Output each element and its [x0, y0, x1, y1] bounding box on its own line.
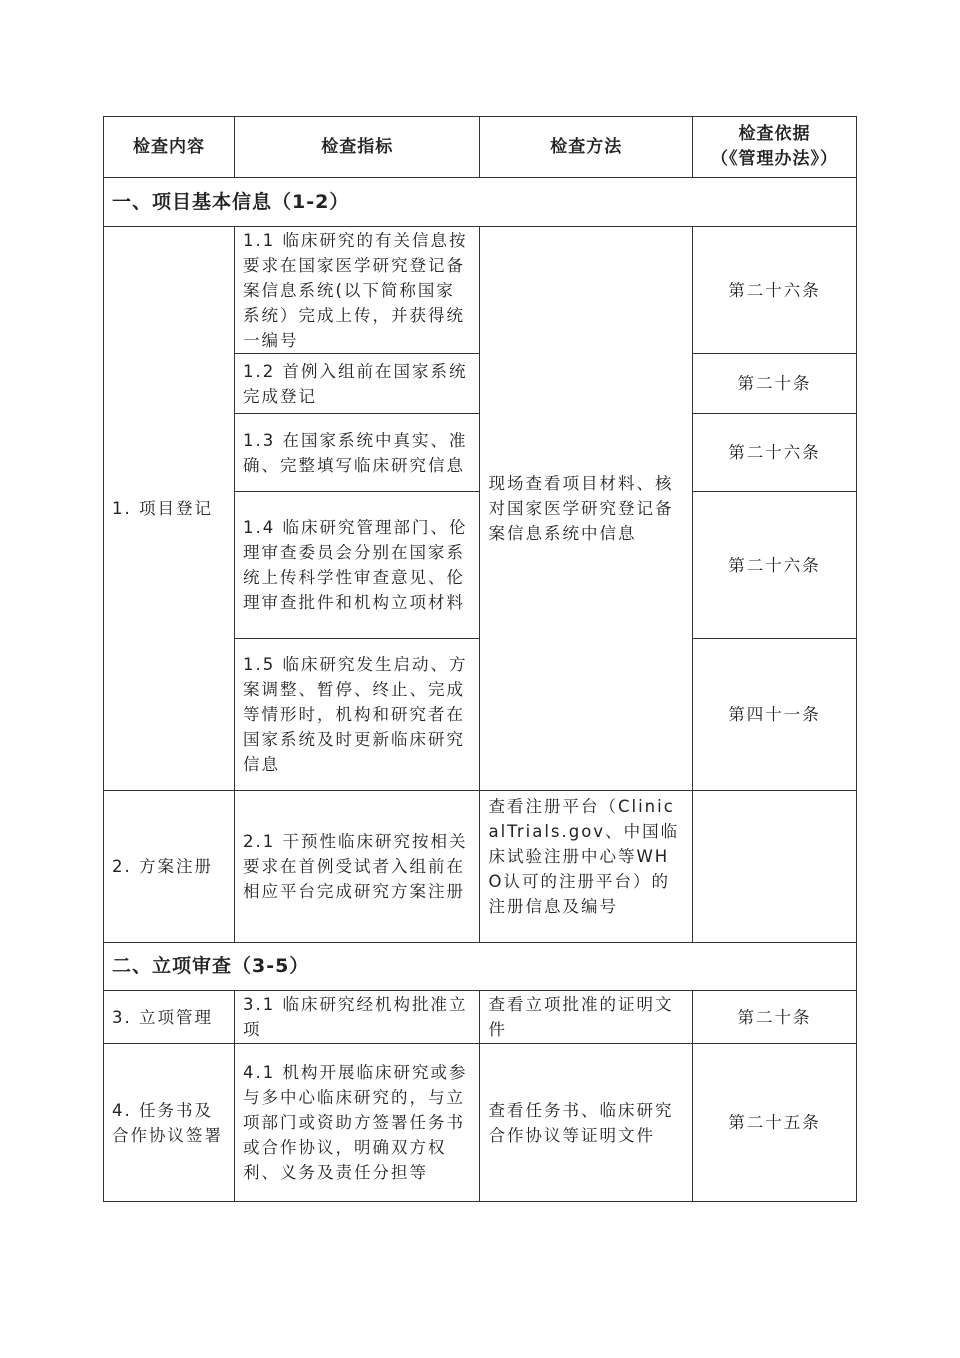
indicator-cell: 3.1 临床研究经机构批准立项 [235, 991, 480, 1044]
header-row [104, 117, 857, 178]
method-cell: 查看注册平台（ClinicalTrials.gov、中国临床试验注册中心等WHO认可的注册平台）的注册信息及编号 [480, 791, 692, 943]
section-row [104, 943, 857, 991]
indicator-cell: 1.3 在国家系统中真实、准确、完整填写临床研究信息 [235, 414, 480, 492]
basis-cell: 第二十六条 [692, 492, 856, 639]
header-basis-line1: 检查依据 [738, 124, 811, 144]
header-content: 检查内容 [104, 117, 235, 178]
basis-cell: 第二十条 [692, 354, 856, 414]
section-title: 二、立项审查（3-5） [104, 943, 857, 991]
indicator-cell: 4.1 机构开展临床研究或参与多中心临床研究的，与立项部门或资助方签署任务书或合作协议，明确双方权利、义务及责任分担等 [235, 1044, 480, 1202]
basis-cell: 第二十五条 [692, 1044, 856, 1202]
section-row [104, 178, 857, 227]
header-basis-line2: （《管理办法》） [710, 149, 838, 169]
indicator-cell: 1.2 首例入组前在国家系统完成登记 [235, 354, 480, 414]
method-cell: 查看任务书、临床研究合作协议等证明文件 [480, 1044, 692, 1202]
header-indicator: 检查指标 [235, 117, 480, 178]
indicator-cell: 1.5 临床研究发生启动、方案调整、暂停、终止、完成等情形时，机构和研究者在国家系统及时更新临床研究信息 [235, 639, 480, 791]
basis-cell: 第四十一条 [692, 639, 856, 791]
content-cell: 2. 方案注册 [104, 791, 235, 943]
basis-cell: 第二十六条 [692, 227, 856, 354]
table-row [104, 991, 857, 1044]
table-row [104, 227, 857, 354]
basis-cell: 第二十六条 [692, 414, 856, 492]
method-cell: 查看立项批准的证明文件 [480, 991, 692, 1044]
method-cell: 现场查看项目材料、核对国家医学研究登记备案信息系统中信息 [480, 227, 692, 791]
basis-cell: 第二十条 [692, 991, 856, 1044]
header-basis [692, 117, 856, 178]
inspection-table [103, 116, 857, 1202]
indicator-cell: 1.1 临床研究的有关信息按要求在国家医学研究登记备案信息系统(以下简称国家系统）完成上传，并获得统一编号 [235, 227, 480, 354]
table-row [104, 1044, 857, 1202]
indicator-cell: 2.1 干预性临床研究按相关要求在首例受试者入组前在相应平台完成研究方案注册 [235, 791, 480, 943]
table-row [104, 791, 857, 943]
header-method: 检查方法 [480, 117, 692, 178]
content-cell: 3. 立项管理 [104, 991, 235, 1044]
indicator-cell: 1.4 临床研究管理部门、伦理审查委员会分别在国家系统上传科学性审查意见、伦理审查批件和机构立项材料 [235, 492, 480, 639]
basis-cell [692, 791, 856, 943]
content-cell: 1. 项目登记 [104, 227, 235, 791]
section-title: 一、项目基本信息（1-2） [104, 178, 857, 227]
content-cell: 4. 任务书及合作协议签署 [104, 1044, 235, 1202]
